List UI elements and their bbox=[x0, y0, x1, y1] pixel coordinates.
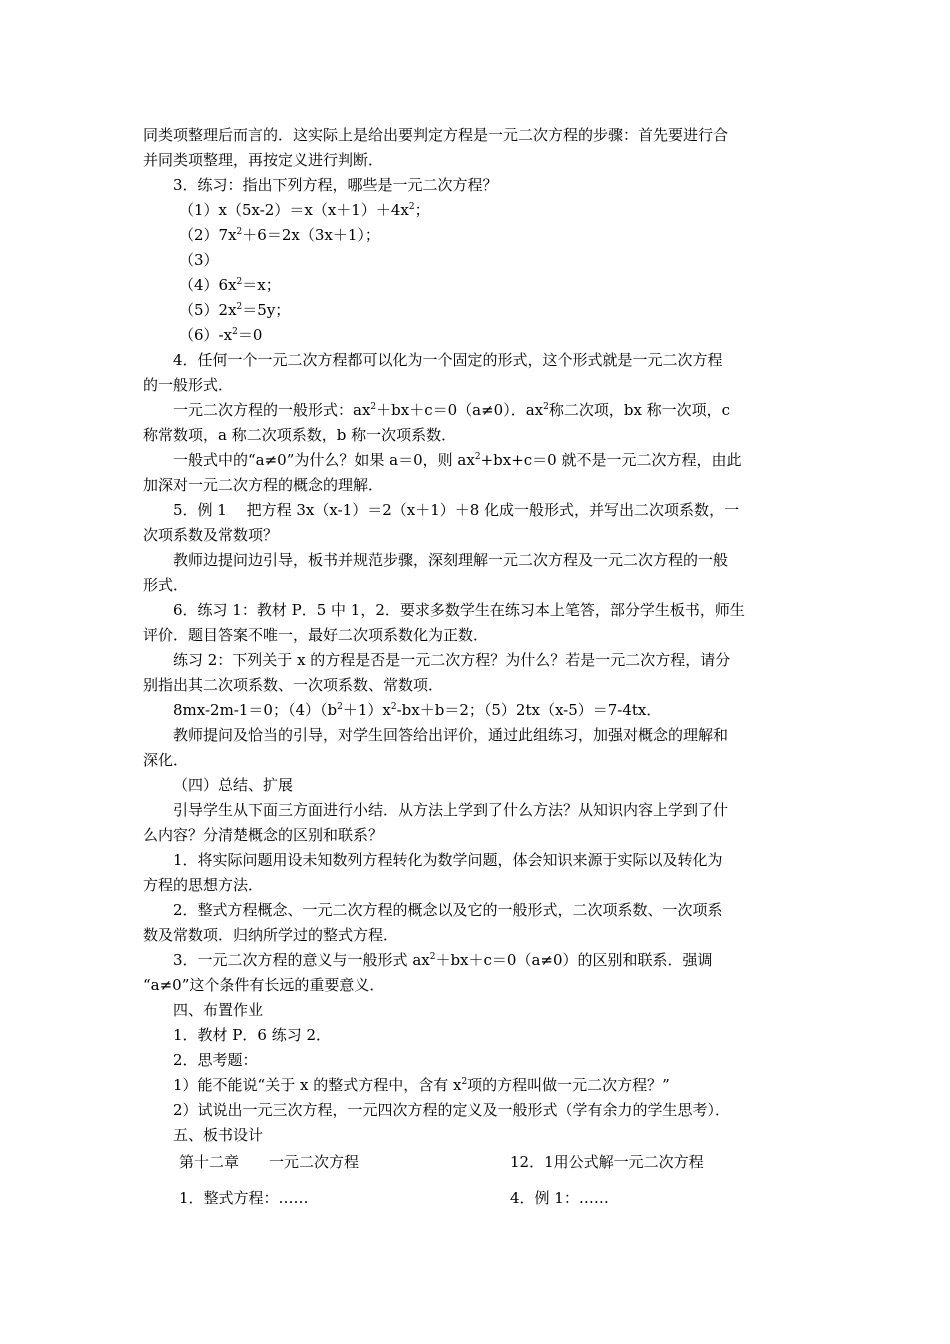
text-segment: （6）-x bbox=[179, 326, 233, 344]
text-segment: ＋bx＋c＝0（a≠0）．ax bbox=[376, 401, 544, 419]
board-item-1: 1．整式方程：…… bbox=[179, 1189, 309, 1207]
text-segment: 3．一元二次方程的意义与一般形式 ax bbox=[173, 951, 430, 969]
text-line: 的一般形式． bbox=[143, 376, 234, 394]
text-line: 2．整式方程概念、一元二次方程的概念以及它的一般形式，二次项系数、一次项系 bbox=[173, 901, 723, 919]
text-line bbox=[143, 323, 813, 348]
text-line: 练习 2：下列关于 x 的方程是否是一元二次方程？为什么？若是一元二次方程，请分 bbox=[173, 651, 731, 669]
text-line: 2）试说出一元三次方程，一元四次方程的定义及一般形式（学有余力的学生思考）． bbox=[173, 1101, 731, 1119]
text-line: 4．任何一个一元二次方程都可以化为一个固定的形式，这个形式就是一元二次方程 bbox=[173, 351, 723, 369]
text-line: 同类项整理后而言的．这实际上是给出要判定方程是一元二次方程的步骤：首先要进行合 bbox=[143, 126, 729, 144]
text-line bbox=[143, 298, 813, 323]
text-line: 1．将实际问题用设未知数列方程转化为数学问题，体会知识来源于实际以及转化为 bbox=[173, 851, 723, 869]
text-segment: ＝0 bbox=[237, 326, 263, 344]
text-line: 方程的思想方法． bbox=[143, 876, 264, 894]
document-page bbox=[143, 123, 813, 1212]
text-line: 并同类项整理，再按定义进行判断． bbox=[143, 151, 384, 169]
text-segment: （4）6x bbox=[179, 276, 237, 294]
text-line: （3） bbox=[179, 251, 219, 269]
text-line: 教师边提问边引导，板书并规范步骤，深刻理解一元二次方程及一元二次方程的一般 bbox=[173, 551, 729, 569]
text-line bbox=[143, 948, 813, 973]
text-segment: 1）能不能说“关于 x 的整式方程中，含有 x bbox=[173, 1076, 462, 1094]
text-segment: +bx+c＝0 就不是一元二次方程，由此 bbox=[480, 451, 742, 469]
board-design-row-2 bbox=[143, 1184, 813, 1212]
text-line: 形式． bbox=[143, 576, 189, 594]
board-chapter-title: 第十二章 一元二次方程 bbox=[179, 1153, 360, 1171]
text-line: （四）总结、扩展 bbox=[173, 776, 294, 794]
superscript: 2 bbox=[543, 402, 549, 412]
superscript: 2 bbox=[236, 277, 243, 287]
text-line bbox=[143, 398, 813, 423]
board-item-4: 4．例 1：…… bbox=[510, 1189, 609, 1207]
text-line: 称常数项，a 称二次项系数，b 称一次项系数． bbox=[143, 426, 457, 444]
text-line: 2．思考题： bbox=[173, 1051, 258, 1069]
text-segment: 一元二次方程的一般形式：ax bbox=[173, 401, 371, 419]
text-line: 数及常数项．归纳所学过的整式方程． bbox=[143, 926, 399, 944]
text-segment: -bx＋b＝2；（5）2tx（x-5）＝7-4tx． bbox=[396, 701, 662, 719]
text-segment: 一般式中的“a≠0”为什么？如果 a＝0，则 ax bbox=[173, 451, 475, 469]
superscript: 2 bbox=[236, 227, 243, 237]
text-line: 别指出其二次项系数、一次项系数、常数项． bbox=[143, 676, 444, 694]
text-line: 深化． bbox=[143, 751, 189, 769]
text-line: 加深对一元二次方程的概念的理解． bbox=[143, 476, 384, 494]
text-line: 6．练习 1：教材 P．5 中 1，2．要求多数学生在练习本上笔答，部分学生板书，师生 bbox=[173, 601, 745, 619]
superscript: 2 bbox=[461, 1077, 468, 1087]
text-segment: （5）2x bbox=[179, 301, 237, 319]
text-line: 引导学生从下面三方面进行小结．从方法上学到了什么方法？从知识内容上学到了什 bbox=[173, 801, 729, 819]
text-line bbox=[143, 698, 813, 723]
text-line bbox=[143, 273, 813, 298]
text-segment: ＋1）x bbox=[342, 701, 391, 719]
text-segment: ＝x； bbox=[242, 276, 281, 294]
text-segment: ＋bx＋c＝0（a≠0）的区别和联系．强调 bbox=[435, 951, 713, 969]
superscript: 2 bbox=[236, 302, 243, 312]
text-segment: ＝5y； bbox=[242, 301, 291, 319]
text-segment: （1）x（5x-2）＝x（x＋1）＋4x bbox=[179, 201, 409, 219]
text-line bbox=[143, 198, 813, 223]
text-segment: （2）7x bbox=[179, 226, 237, 244]
text-line: 五、板书设计 bbox=[173, 1126, 264, 1144]
text-line: 四、布置作业 bbox=[173, 1001, 264, 1019]
board-design-row-1 bbox=[143, 1148, 813, 1176]
text-line: 3．练习：指出下列方程，哪些是一元二次方程？ bbox=[173, 176, 498, 194]
text-line: 教师提问及恰当的引导，对学生回答给出评价，通过此组练习，加强对概念的理解和 bbox=[173, 726, 729, 744]
text-line: 么内容？分清楚概念的区别和联系？ bbox=[143, 826, 384, 844]
superscript: 2 bbox=[232, 327, 238, 337]
text-segment: 项的方程叫做一元二次方程？” bbox=[467, 1076, 670, 1094]
text-line bbox=[143, 223, 813, 248]
superscript: 2 bbox=[429, 952, 436, 962]
document-body bbox=[143, 123, 813, 1148]
text-line: 1．教材 P．6 练习 2． bbox=[173, 1026, 332, 1044]
text-segment: ； bbox=[414, 201, 430, 219]
text-line bbox=[143, 1073, 813, 1098]
superscript: 2 bbox=[390, 702, 397, 712]
superscript: 2 bbox=[408, 202, 415, 212]
text-segment: 称二次项，bx 称一次项，c bbox=[548, 401, 731, 419]
superscript: 2 bbox=[370, 402, 377, 412]
text-line: 评价．题目答案不唯一，最好二次项系数化为正数． bbox=[143, 626, 489, 644]
text-line bbox=[143, 448, 813, 473]
text-line: 次项系数及常数项？ bbox=[143, 526, 279, 544]
text-line: “a≠0”这个条件有长远的重要意义． bbox=[143, 976, 385, 994]
superscript: 2 bbox=[337, 702, 343, 712]
text-line: 5．例 1 把方程 3x（x-1）＝2（x＋1）＋8 化成一般形式，并写出二次项系数，一 bbox=[173, 501, 740, 519]
board-section-title: 12．1用公式解一元二次方程 bbox=[510, 1153, 704, 1171]
text-segment: 8mx-2m-1＝0；（4）（b bbox=[173, 701, 338, 719]
text-segment: ＋6＝2x（3x＋1）； bbox=[242, 226, 380, 244]
superscript: 2 bbox=[474, 452, 481, 462]
